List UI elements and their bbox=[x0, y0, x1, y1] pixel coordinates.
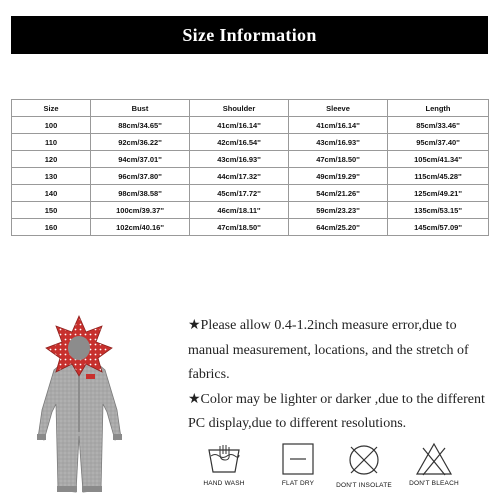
dont-bleach-icon bbox=[415, 442, 453, 476]
size-chart-table bbox=[11, 99, 489, 236]
table-cell: 43cm/16.93'' bbox=[190, 151, 289, 168]
size-information-banner bbox=[11, 16, 488, 54]
care-label: HAND WASH bbox=[203, 480, 245, 487]
table-cell: 105cm/41.34'' bbox=[388, 151, 489, 168]
table-row bbox=[12, 202, 489, 219]
header-shoulder: Shoulder bbox=[190, 100, 289, 117]
table-cell: 135cm/53.15'' bbox=[388, 202, 489, 219]
table-cell: 43cm/16.93'' bbox=[289, 134, 388, 151]
measure-error-note: ★Please allow 0.4-1.2inch measure error,due to manual measurement, locations, and the stretch of fabrics. bbox=[188, 318, 469, 382]
hand-wash-icon bbox=[206, 442, 242, 476]
table-cell: 96cm/37.80'' bbox=[91, 168, 190, 185]
product-image bbox=[28, 312, 131, 498]
table-cell: 110 bbox=[12, 134, 91, 151]
product-notes bbox=[188, 314, 493, 437]
table-cell: 130 bbox=[12, 168, 91, 185]
table-cell: 100cm/39.37'' bbox=[91, 202, 190, 219]
table-header-row bbox=[12, 100, 489, 117]
care-label: FLAT DRY bbox=[281, 480, 315, 487]
table-cell: 88cm/34.65'' bbox=[91, 117, 190, 134]
table-cell: 49cm/19.29'' bbox=[289, 168, 388, 185]
dont-insolate-icon bbox=[346, 442, 382, 478]
table-cell: 42cm/16.54'' bbox=[190, 134, 289, 151]
header-size: Size bbox=[12, 100, 91, 117]
table-cell: 47cm/18.50'' bbox=[289, 151, 388, 168]
table-cell: 47cm/18.50'' bbox=[190, 219, 289, 236]
care-item-dont-bleach bbox=[404, 442, 464, 487]
table-cell: 85cm/33.46'' bbox=[388, 117, 489, 134]
table-row bbox=[12, 185, 489, 202]
table-cell: 145cm/57.09'' bbox=[388, 219, 489, 236]
table-cell: 125cm/49.21'' bbox=[388, 185, 489, 202]
table-cell: 102cm/40.16'' bbox=[91, 219, 190, 236]
table-cell: 120 bbox=[12, 151, 91, 168]
table-cell: 41cm/16.14'' bbox=[190, 117, 289, 134]
table-cell: 44cm/17.32'' bbox=[190, 168, 289, 185]
care-item-dont-insolate bbox=[334, 442, 394, 489]
table-cell: 59cm/23.23'' bbox=[289, 202, 388, 219]
table-cell: 160 bbox=[12, 219, 91, 236]
care-item-hand-wash bbox=[194, 442, 254, 487]
table-cell: 98cm/38.58'' bbox=[91, 185, 190, 202]
table-row bbox=[12, 168, 489, 185]
table-cell: 45cm/17.72'' bbox=[190, 185, 289, 202]
header-bust: Bust bbox=[91, 100, 190, 117]
banner-title: Size Information bbox=[182, 24, 317, 45]
table-cell: 54cm/21.26'' bbox=[289, 185, 388, 202]
table-cell: 92cm/36.22'' bbox=[91, 134, 190, 151]
onesie-illustration bbox=[28, 312, 131, 498]
table-row bbox=[12, 117, 489, 134]
flat-dry-icon bbox=[281, 442, 315, 476]
table-cell: 100 bbox=[12, 117, 91, 134]
table-cell: 140 bbox=[12, 185, 91, 202]
care-item-flat-dry bbox=[268, 442, 328, 487]
care-label: DON'T INSOLATE bbox=[336, 482, 392, 489]
care-label: DON'T BLEACH bbox=[409, 480, 459, 487]
table-cell: 95cm/37.40'' bbox=[388, 134, 489, 151]
table-cell: 150 bbox=[12, 202, 91, 219]
table-cell: 94cm/37.01'' bbox=[91, 151, 190, 168]
table-cell: 64cm/25.20'' bbox=[289, 219, 388, 236]
table-row bbox=[12, 151, 489, 168]
header-sleeve: Sleeve bbox=[289, 100, 388, 117]
table-cell: 41cm/16.14'' bbox=[289, 117, 388, 134]
table-row bbox=[12, 134, 489, 151]
table-cell: 46cm/18.11'' bbox=[190, 202, 289, 219]
table-cell: 115cm/45.28'' bbox=[388, 168, 489, 185]
table-row bbox=[12, 219, 489, 236]
header-length: Length bbox=[388, 100, 489, 117]
color-difference-note: ★Color may be lighter or darker ,due to the different PC display,due to different resolutions. bbox=[188, 391, 485, 431]
